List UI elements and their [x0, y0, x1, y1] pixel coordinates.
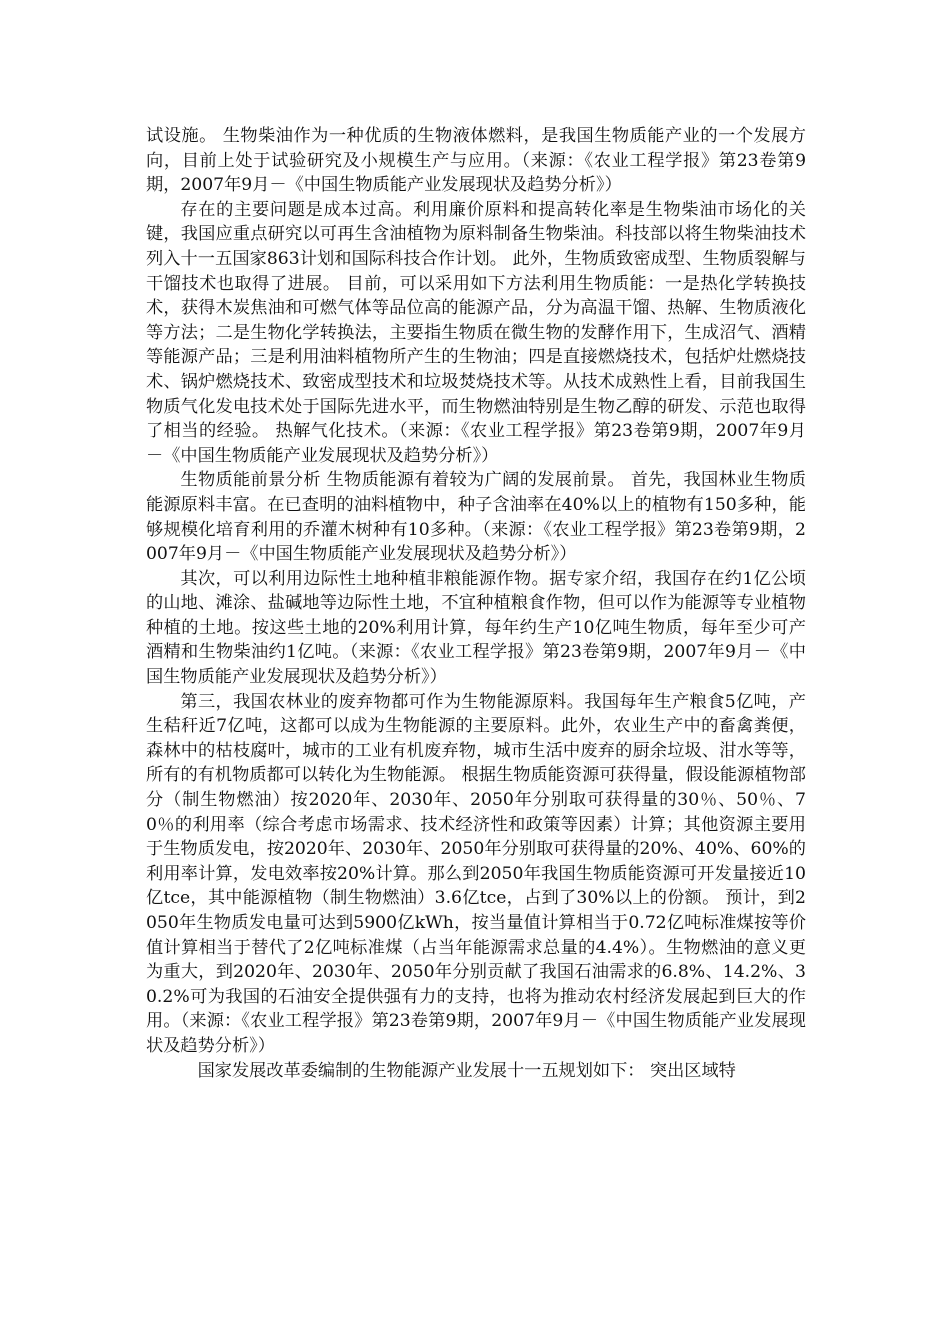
paragraph-main-problems: 存在的主要问题是成本过高。利用廉价原料和提高转化率是生物柴油市场化的关键，我国应重点研究以可再生含油植物为原料制备生物柴油。科技部以将生物柴油技术列入十一五国家863计划和国际科技合作计划。 此外，生物质致密成型、生物质裂解与干馏技术也取得了进展。 目前，可以采用如下方法利用生物质能：一是热化学转换技术，获得木炭焦油和可燃气体等品位高的能源产品，分为高温干馏、热解、生物质液化等方法；二是生物化学转换法，主要指生物质在微生物的发酵作用下，生成沼气、酒精等能源产品；三是利用油料植物所产生的生物油；四是直接燃烧技术，包括炉灶燃烧技术、锅炉燃烧技术、致密成型技术和垃圾焚烧技术等。从技术成熟性上看，目前我国生物质气化发电技术处于国际先进水平，而生物燃油特别是生物乙醇的研发、示范也取得了相当的经验。 热解气化技术。（来源：《农业工程学报》第23卷第9期，2007年9月－《中国生物质能产业发展现状及趋势分析》）: [146, 199, 806, 466]
paragraph-marginal-land: 其次，可以利用边际性土地种植非粮能源作物。据专家介绍，我国存在约1亿公顷的山地、滩涂、盐碱地等边际性土地，不宜种植粮食作物，但可以作为能源等专业植物种植的土地。按这些土地的20%利用计算，每年约生产10亿吨生物质，每年至少可产酒精和生物柴油约1亿吨。（来源：《农业工程学报》第23卷第9期，2007年9月－《中国生物质能产业发展现状及趋势分析》）: [146, 568, 806, 688]
paragraph-biodiesel-intro: 试设施。 生物柴油作为一种优质的生物液体燃料，是我国生物质能产业的一个发展方向，目前上处于试验研究及小规模生产与应用。（来源：《农业工程学报》第23卷第9期，2007年9月－《中国生物质能产业发展现状及趋势分析》）: [146, 126, 806, 196]
paragraph-prospect-analysis: 生物质能前景分析 生物质能源有着较为广阔的发展前景。 首先，我国林业生物质能源原料丰富。在已查明的油料植物中，种子含油率在40%以上的植物有150多种，能够规模化培育利用的乔灌木树种有10多种。（来源：《农业工程学报》第23卷第9期，2007年9月－《中国生物质能产业发展现状及趋势分析》）: [146, 470, 806, 565]
paragraph-agricultural-waste: 第三，我国农林业的废弃物都可作为生物能源原料。我国每年生产粮食5亿吨，产生秸秆近7亿吨，这都可以成为生物能源的主要原料。此外，农业生产中的畜禽粪便，森林中的枯枝腐叶，城市的工业有机废弃物，城市生活中废弃的厨余垃圾、泔水等等，所有的有机物质都可以转化为生物能源。 根据生物质能资源可获得量，假设能源植物部分（制生物燃油）按2020年、2030年、2050年分别取可获得量的30％、50％、70％的利用率（综合考虑市场需求、技术经济性和政策等因素）计算；其他资源主要用于生物质发电，按2020年、2030年、2050年分别取可获得量的20%、40%、60%的利用率计算，发电效率按20%计算。那么到2050年我国生物质能资源可开发量接近10亿tce，其中能源植物（制生物燃油）3.6亿tce，占到了30%以上的份额。 预计，到2050年生物质发电量可达到5900亿kWh，按当量值计算相当于0.72亿吨标准煤按等价值计算相当于替代了2亿吨标准煤（占当年能源需求总量的4.4%）。生物燃油的意义更为重大，到2020年、2030年、2050年分别贡献了我国石油需求的6.8%、14.2%、30.2%可为我国的石油安全提供强有力的支持，也将为推动农村经济发展起到巨大的作用。（来源：《农业工程学报》第23卷第9期，2007年9月－《中国生物质能产业发展现状及趋势分析》）: [146, 691, 806, 1056]
document-page: [146, 124, 806, 1083]
paragraph-ndrc-plan: 国家发展改革委编制的生物能源产业发展十一五规划如下： 突出区域特: [197, 1060, 736, 1081]
